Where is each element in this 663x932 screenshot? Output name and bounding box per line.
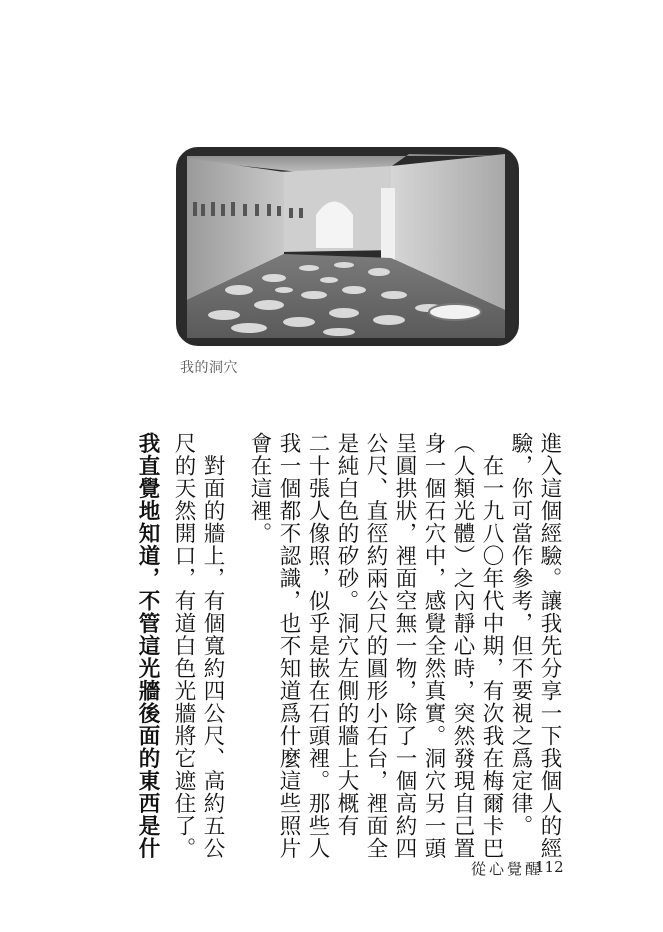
figure-caption: 我的洞穴	[180, 360, 238, 376]
text-column-4: （人類光體）之內靜心時，突然發現自己置	[450, 432, 475, 860]
text-column-8: 是純白色的矽砂。洞穴左側的牆上大概有	[334, 432, 359, 837]
text-column-5: 身一個石穴中，感覺全然真實。洞穴另一頭	[421, 432, 446, 860]
text-column-6: 呈圓拱狀，裡面空無一物，除了一個高約四	[392, 432, 417, 860]
cave-image	[179, 150, 516, 343]
text-column-3: 在一九八〇年代中期，有次我在梅爾卡巴	[479, 432, 504, 860]
text-column-10: 我一個都不認識，也不知道爲什麼這些照片	[276, 432, 301, 860]
text-column-9: 二十張人像照，似乎是嵌在石頭裡。那些人	[305, 432, 330, 860]
text-column-1: 進入這個經驗。讓我先分享一下我個人的經	[537, 432, 562, 860]
text-column-11: 會在這裡。	[247, 432, 272, 545]
text-column-7: 公尺、直徑約兩公尺的圓形小石台，裡面全	[363, 432, 388, 860]
text-column-12: 對面的牆上，有個寬約四公尺、高約五公	[200, 432, 225, 860]
running-footer-title: 從心覺醒	[471, 860, 544, 878]
text-column-2: 驗，你可當作參考，但不要視之爲定律。	[508, 432, 533, 837]
text-column-13: 尺的天然開口，有道白色光牆將它遮住了。	[171, 432, 196, 860]
page-number: 112	[535, 858, 564, 876]
text-column-14-bold: 我直覺地知道，不管這光牆後面的東西是什	[135, 432, 160, 860]
cave-illustration	[176, 147, 519, 346]
